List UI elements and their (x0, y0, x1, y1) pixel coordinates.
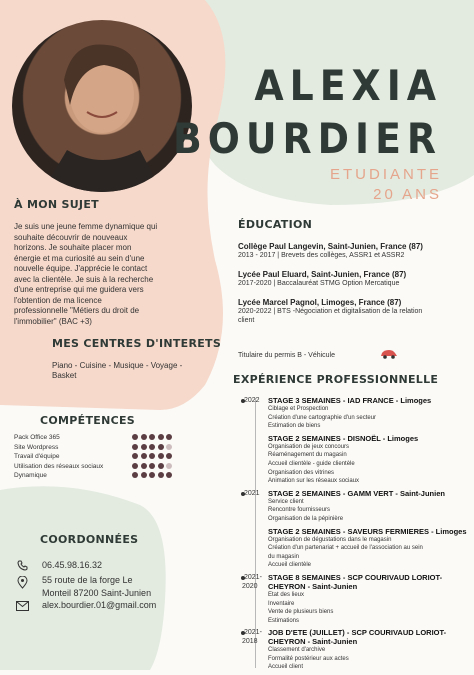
skill-label: Pack Office 365 (14, 434, 60, 441)
skill-row (14, 444, 194, 454)
skill-row (14, 434, 194, 444)
skill-level (132, 453, 175, 461)
skill-dot (149, 472, 155, 478)
school-name: Lycée Marcel Pagnol, Limoges, France (87) (238, 298, 402, 307)
about-line: nouvelle équipe. J'apprécie le contact (14, 264, 148, 273)
experience-title: STAGE 2 SEMAINES - SAVEURS FERMIERES - Limoges (268, 526, 467, 536)
experience-title: STAGE 8 SEMAINES - SCP COURIVAUD LORIOT- (268, 572, 443, 582)
experience-task: Estimations (268, 617, 300, 624)
education-item (238, 270, 468, 288)
skill-label: Travail d'équipe (14, 453, 60, 460)
skill-row (14, 463, 194, 473)
interests-line: Piano - Cuisine - Musique - Voyage - (52, 361, 183, 370)
last-name: BOURDIER (172, 114, 442, 163)
experience-year: 2021- (244, 629, 262, 637)
experience-task: Service client (268, 498, 304, 505)
skill-dot (166, 444, 172, 450)
skill-dot (158, 463, 164, 469)
portrait-illustration (12, 20, 192, 192)
skill-dot (132, 453, 138, 459)
skill-dot (158, 444, 164, 450)
experience-task: Rencontre fournisseurs (268, 507, 331, 514)
interests-line: Basket (52, 371, 77, 380)
experience-task: Vente de plusieurs biens (268, 609, 334, 616)
experience-task: Etat des lieux (268, 591, 305, 598)
skill-dot (166, 434, 172, 440)
experience-task: Organisation de dégustations dans le magasin (268, 536, 392, 543)
skill-dot (149, 463, 155, 469)
experience-task: Organisation de la pépinière (268, 515, 344, 522)
skill-dot (141, 472, 147, 478)
contact-heading: COORDONNÉES (40, 533, 139, 546)
education-list (238, 242, 468, 335)
skill-dot (149, 434, 155, 440)
address-line-2: Monteil 87200 Saint-Junien (42, 588, 152, 598)
about-text (14, 222, 204, 327)
address-line-1: 55 route de la forge Le (42, 575, 133, 585)
skill-label: Utilisation des réseaux sociaux (14, 462, 104, 470)
experience-task: Ciblage et Prospection (268, 406, 329, 412)
experience-task: Accueil clientèle - guide clientèle (268, 460, 355, 467)
experience-item (232, 396, 472, 431)
skill-dot (158, 434, 164, 440)
skill-dot (149, 453, 155, 459)
experience-task: Accueil client (268, 664, 304, 671)
skill-label: Dynamique (14, 472, 47, 479)
skill-dot (132, 463, 138, 469)
about-line: l'immobilier" (BAC +3) (14, 316, 92, 326)
experience-item (232, 628, 472, 672)
experience-task: Formalité postérieur aux actes (268, 655, 349, 662)
about-line: l'obtention de ma licence (14, 295, 102, 305)
education-heading: ÉDUCATION (238, 218, 313, 231)
experience-title: CHEYRON - Saint-Junien (268, 637, 358, 647)
skill-dot (158, 472, 164, 478)
about-line: professionnelle "Métiers du droit de (14, 306, 140, 315)
skill-dot (132, 472, 138, 478)
about-line: énergie et ma curiosité au sein d'une (14, 253, 145, 263)
experience-title: CHEYRON - Saint-Junien (268, 581, 358, 591)
skill-dot (166, 463, 172, 469)
education-detail: 2020-2022 | BTS -Négociation et digitalisation de la relation (238, 308, 423, 315)
skill-level (132, 463, 175, 471)
skills-heading: COMPÉTENCES (40, 414, 135, 427)
experience-task: Inventaire (268, 600, 295, 607)
email-icon (16, 601, 29, 611)
experience-task: Classement d'archive (268, 647, 326, 654)
experience-title: STAGE 2 SEMAINES - DISNOËL - Limoges (268, 433, 419, 443)
experience-year: 2021- (244, 573, 262, 581)
experience-task: Réaménagement du magasin (268, 452, 347, 459)
experience-heading: EXPÉRIENCE PROFESSIONNELLE (233, 373, 439, 386)
experience-task: du magasin (268, 553, 300, 560)
age: 20 ANS (373, 186, 442, 203)
education-item (238, 298, 468, 325)
email-address[interactable]: alex.bourdier.01@gmail.com (42, 600, 157, 610)
job-title: ETUDIANTE (329, 166, 442, 183)
experience-year: 2018 (242, 638, 258, 646)
skill-dot (166, 453, 172, 459)
about-line: d'une entreprise qui me guidera vers (14, 285, 144, 294)
experience-year: 2020 (242, 582, 258, 590)
experience-item (232, 434, 472, 486)
first-name: ALEXIA (254, 61, 442, 110)
experience-list (232, 396, 472, 675)
education-detail: client (238, 317, 255, 324)
skills-list (14, 434, 194, 482)
experience-year: 2021 (244, 489, 260, 497)
experience-item (232, 573, 472, 625)
skill-level (132, 472, 175, 480)
skill-dot (132, 434, 138, 440)
skill-dot (141, 463, 147, 469)
profile-photo (12, 20, 192, 192)
driving-permit: Titulaire du permis B - Véhicule (238, 352, 336, 359)
car-icon (380, 349, 398, 359)
skill-dot (149, 444, 155, 450)
skill-dot (166, 472, 172, 478)
experience-year: 2022 (244, 397, 260, 404)
experience-task: Création d'un partenariat + accueil de l'association au sein (268, 545, 423, 552)
experience-task: Accueil clientèle (268, 562, 312, 569)
skill-row (14, 453, 194, 463)
skill-dot (132, 444, 138, 450)
experience-item (232, 527, 472, 570)
location-pin-icon (17, 576, 28, 589)
about-line: horizons. Je souhaite placer mon (14, 243, 132, 252)
experience-title: JOB D'ETE (JUILLET) - SCP COURIVAUD LORIOT- (268, 628, 447, 638)
experience-task: Estimation de biens (268, 423, 321, 430)
skill-dot (141, 434, 147, 440)
skill-row (14, 472, 194, 482)
education-detail: 2017-2020 | Baccalauréat STMG Option Mercatique (238, 280, 400, 287)
experience-item (232, 489, 472, 524)
about-line: Je suis une jeune femme dynamique qui (14, 222, 158, 231)
school-name: Lycée Paul Eluard, Saint-Junien, France (87) (238, 270, 407, 279)
skill-dot (141, 444, 147, 450)
about-heading: À MON SUJET (14, 198, 99, 211)
experience-task: Organisation de jeux concours (268, 443, 350, 450)
experience-task: Création d'une cartographie d'un secteur (268, 414, 377, 421)
about-line: avec la clientèle. Je suis à la recherche (14, 274, 154, 284)
phone-number[interactable]: 06.45.98.16.32 (42, 560, 103, 570)
phone-icon (17, 560, 28, 571)
skill-dot (158, 453, 164, 459)
about-line: souhaite découvrir de nouveaux (14, 232, 128, 242)
experience-task: Animation sur les réseaux sociaux (268, 478, 360, 485)
skill-dot (141, 453, 147, 459)
interests-heading: MES CENTRES D'INTERETS (52, 337, 222, 350)
education-detail: 2013 - 2017 | Brevets des collèges, ASSR1 et ASSR2 (238, 252, 405, 259)
experience-task: Organisation des vitrines (268, 469, 335, 476)
skill-level (132, 434, 175, 442)
skill-label: Site Wordpress (14, 443, 59, 451)
education-item (238, 242, 468, 260)
school-name: Collège Paul Langevin, Saint-Junien, France (87) (238, 242, 423, 251)
skill-level (132, 444, 175, 452)
experience-title: STAGE 3 SEMAINES - IAD FRANCE - Limoges (268, 396, 432, 405)
experience-title: STAGE 2 SEMAINES - GAMM VERT - Saint-Junien (268, 488, 445, 498)
